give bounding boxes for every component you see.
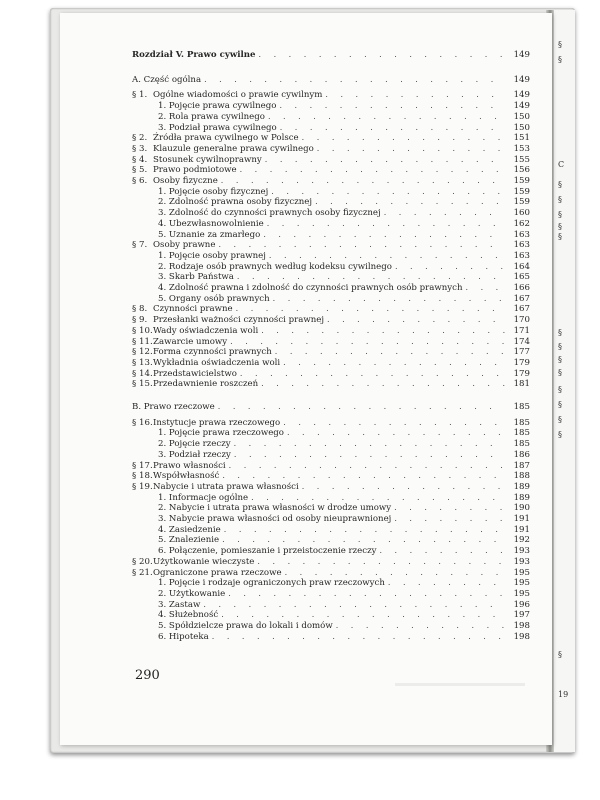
toc-entry-page: 163 — [513, 240, 530, 251]
toc-entry-label: Forma czynności prawnych — [153, 347, 272, 358]
toc-entry-page: 195 — [513, 588, 530, 599]
toc-entry-page: 162 — [513, 218, 530, 229]
toc-entry-page: 153 — [513, 143, 530, 154]
toc-entry-label: Nabycie i utrata prawa własności — [153, 481, 299, 492]
right-page-glyph: § — [558, 180, 562, 189]
right-page-glyph: § — [558, 430, 562, 439]
toc-entry-page: 195 — [513, 578, 530, 589]
toc-entry-page: 165 — [513, 272, 530, 283]
toc-entry-label: 2. Zdolność prawna osoby fizycznej — [158, 197, 313, 208]
toc-entry-page: 167 — [513, 293, 530, 304]
toc-entry-label: Rozdział V. Prawo cywilne — [132, 50, 256, 60]
page-number: 290 — [135, 668, 160, 683]
right-page-glyph: § — [558, 222, 562, 231]
toc-entry — [132, 630, 530, 642]
right-page-glyph: § — [558, 400, 562, 409]
toc-entry-page: 196 — [513, 599, 530, 610]
toc-entry-label: Osoby fizyczne — [153, 176, 218, 186]
toc-entry-label: Osoby prawne — [153, 240, 216, 251]
toc-entry-label: 2. Nabycie i utrata prawa własności w drodze umowy — [158, 503, 392, 514]
right-page-glyph: § — [558, 55, 562, 64]
toc-entry-page: 149 — [513, 50, 530, 60]
toc-entry-label: Ograniczone prawa rzeczowe — [153, 567, 282, 578]
toc-entry-number: § 17. — [132, 460, 153, 471]
toc-entry-label: 5. Organy osób prawnych — [158, 293, 270, 304]
toc-entry-number: § 10. — [132, 325, 153, 336]
toc-entry-label: 1. Pojęcie prawa cywilnego — [158, 101, 277, 112]
toc-entry-page: 164 — [513, 261, 530, 272]
toc-entry-label: 4. Zdolność prawna i zdolność do czynności prawnych osób prawnych — [158, 283, 463, 293]
toc-entry-page: 192 — [513, 535, 530, 546]
right-page-glyph: § — [558, 328, 562, 337]
toc-entry-label: 3. Skarb Państwa — [158, 272, 234, 283]
toc-entry-page: 198 — [513, 621, 530, 631]
toc-entry-label: 3. Zdolność do czynności prawnych osoby fizycznej — [158, 208, 381, 219]
toc-entry-label: 3. Podział rzeczy — [158, 449, 231, 460]
toc-entry-label: 5. Uznanie za zmarłego — [158, 229, 261, 240]
toc-entry-label: Wady oświadczenia woli — [153, 325, 259, 336]
toc-entry-page: 197 — [513, 610, 530, 621]
toc-entry-page: 188 — [513, 471, 530, 482]
toc-entry-label: Czynności prawne — [153, 304, 233, 315]
toc-entry-page: 151 — [513, 133, 530, 144]
toc-entry-number: § 14. — [132, 368, 153, 379]
toc-entry-label: Przesłanki ważności czynności prawnej — [153, 315, 324, 326]
toc-entry-page: 166 — [513, 283, 530, 293]
toc-entry-number: § 5. — [132, 165, 148, 176]
toc-entry-number: § 13. — [132, 357, 153, 368]
leader-dots — [261, 379, 505, 389]
toc-entry-label: 5. Spółdzielcze prawa do lokali i domów — [158, 621, 333, 631]
toc-entry — [132, 73, 530, 85]
toc-entry-label: 2. Pojęcie rzeczy — [158, 439, 231, 450]
right-page-glyph: § — [558, 368, 562, 377]
toc-entry-label: A. Część ogólna — [132, 74, 202, 85]
toc-entry-page: 159 — [513, 176, 530, 186]
toc-entry-page: 191 — [513, 524, 530, 535]
toc-entry-number: § 21. — [132, 567, 153, 578]
toc-entry-page: 167 — [513, 304, 530, 315]
toc-entry-label: 3. Zastaw — [158, 599, 201, 610]
toc-entry-number: § 11. — [132, 336, 153, 347]
toc-entry-page: 189 — [513, 492, 530, 503]
toc-entry-number: § 4. — [132, 154, 148, 165]
toc-entry-page: 149 — [513, 74, 530, 85]
toc-entry-page: 190 — [513, 503, 530, 514]
toc-entry-label: 3. Podział prawa cywilnego — [158, 122, 277, 133]
toc-entry-page: 159 — [513, 186, 530, 197]
toc-entry-page: 171 — [513, 325, 530, 336]
toc-entry-page: 191 — [513, 514, 530, 524]
toc-entry-label: 6. Hipoteka — [158, 631, 209, 642]
toc-entry-label: 4. Służebność — [158, 610, 219, 621]
toc-entry-page: 179 — [513, 368, 530, 379]
toc-entry-label: B. Prawo rzeczowe — [132, 402, 215, 412]
toc-entry-page: 179 — [513, 357, 530, 368]
toc-entry-number: § 15. — [132, 379, 153, 390]
right-page-glyph: § — [558, 650, 562, 659]
right-page-glyph: § — [558, 40, 562, 49]
right-page-glyph: § — [558, 195, 562, 204]
toc-entry-page: 185 — [513, 428, 530, 439]
toc-entry-label: Zawarcie umowy — [153, 336, 228, 347]
toc-entry-page: 149 — [513, 101, 530, 112]
toc-entry-number: § 18. — [132, 471, 153, 482]
right-page-glyph: § — [558, 415, 562, 424]
toc-entry-page: 177 — [513, 347, 530, 358]
toc-entry-label: 1. Informacje ogólne — [158, 492, 249, 503]
toc-entry-page: 193 — [513, 546, 530, 557]
toc-entry-page: 163 — [513, 250, 530, 261]
toc-entry-page: 174 — [513, 336, 530, 347]
toc-entry-label: Ogólne wiadomości o prawie cywilnym — [153, 90, 323, 101]
right-page-glyph: § — [558, 210, 562, 219]
right-page-glyph: C — [558, 160, 565, 169]
toc-entry-label: Prawo własności — [153, 460, 226, 471]
toc-entry-label: 3. Nabycie prawa własności od osoby nieuprawnionej — [158, 514, 392, 524]
toc-entry-label: Przedstawicielstwo — [153, 368, 237, 379]
toc-entry-page: 186 — [513, 449, 530, 460]
toc-entry-label: Przedawnienie roszczeń — [153, 379, 259, 390]
toc-entry-number: § 20. — [132, 556, 153, 567]
toc-entry-label: 1. Pojęcie osoby fizycznej — [158, 186, 269, 197]
toc-entry-number: § 9. — [132, 315, 148, 326]
toc-entry-label: Wykładnia oświadczenia woli — [153, 357, 281, 368]
right-page-glyph: § — [558, 232, 562, 241]
toc-entry-label: 4. Ubezwłasnowolnienie — [158, 218, 264, 229]
toc-entry-page: 159 — [513, 197, 530, 208]
toc-entry-page: 185 — [513, 439, 530, 450]
toc-entry-label: Prawo podmiotowe — [153, 165, 237, 176]
toc-entry-label: Instytucje prawa rzeczowego — [153, 417, 281, 428]
show-through-text — [395, 683, 525, 686]
toc-entry-page: 170 — [513, 315, 530, 326]
toc-entry-number: § 6. — [132, 176, 148, 186]
toc-entry-label: 1. Pojęcie osoby prawnej — [158, 250, 266, 261]
toc-entry-page: 163 — [513, 229, 530, 240]
toc-entry-page: 149 — [513, 90, 530, 101]
toc-entry-page: 160 — [513, 208, 530, 219]
right-page-glyph: § — [558, 355, 562, 364]
toc-entry-label: 5. Znalezienie — [158, 535, 220, 546]
toc-entry-page: 150 — [513, 122, 530, 133]
leader-dots — [204, 75, 505, 85]
toc-entry-page: 185 — [513, 417, 530, 428]
toc-entry-number: § 3. — [132, 143, 148, 154]
right-page-edge — [554, 10, 575, 752]
toc-entry-label: Użytkowanie wieczyste — [153, 556, 255, 567]
toc-entry-label: Źródła prawa cywilnego w Polsce — [153, 133, 299, 144]
leader-dots — [212, 632, 505, 642]
toc-entry-label: 1. Pojęcie i rodzaje ograniczonych praw rzeczowych — [158, 578, 385, 589]
toc-entry-number: § 16. — [132, 417, 153, 428]
toc-entry-number: § 2. — [132, 133, 148, 144]
leader-dots — [258, 50, 505, 60]
toc-entry — [132, 400, 530, 412]
toc-entry-number: § 8. — [132, 304, 148, 315]
toc-entry-page: 150 — [513, 111, 530, 122]
toc-entry-page: 193 — [513, 556, 530, 567]
toc-entry-page: 189 — [513, 481, 530, 492]
toc-entry-label: 2. Rodzaje osób prawnych według kodeksu cywilnego — [158, 261, 392, 272]
right-page-glyph: 19 — [558, 690, 569, 699]
toc-entry-number: § 1. — [132, 90, 148, 101]
right-page-glyph: § — [558, 342, 562, 351]
toc-entry-label: Współwłasność — [153, 471, 220, 482]
toc-entry-page: 198 — [513, 631, 530, 642]
leader-dots — [218, 402, 505, 412]
toc-entry-page: 155 — [513, 154, 530, 165]
toc-entry-label: 6. Połączenie, pomieszanie i przeistoczenie rzeczy — [158, 546, 377, 557]
toc-entry — [132, 48, 530, 60]
toc-entry-number: § 19. — [132, 481, 153, 492]
toc-entry-label: 4. Zasiedzenie — [158, 524, 221, 535]
toc-entry-number: § 7. — [132, 240, 148, 251]
toc-entry-page: 195 — [513, 567, 530, 578]
toc-entry-number: § 12. — [132, 347, 153, 358]
toc-entry-page: 156 — [513, 165, 530, 176]
toc-entry-label: Stosunek cywilnoprawny — [153, 154, 262, 165]
toc-entry-label: 2. Rola prawa cywilnego — [158, 111, 265, 122]
right-page-glyph: § — [558, 385, 562, 394]
toc-entry — [132, 377, 530, 389]
toc-entry-label: Klauzule generalne prawa cywilnego — [153, 143, 314, 154]
toc-entry-label: 2. Użytkowanie — [158, 588, 226, 599]
toc-entry-page: 187 — [513, 460, 530, 471]
toc-entry-page: 181 — [513, 379, 530, 390]
toc-entry-page: 185 — [513, 402, 530, 412]
toc-entry-label: 1. Pojęcie prawa rzeczowego — [158, 428, 284, 439]
